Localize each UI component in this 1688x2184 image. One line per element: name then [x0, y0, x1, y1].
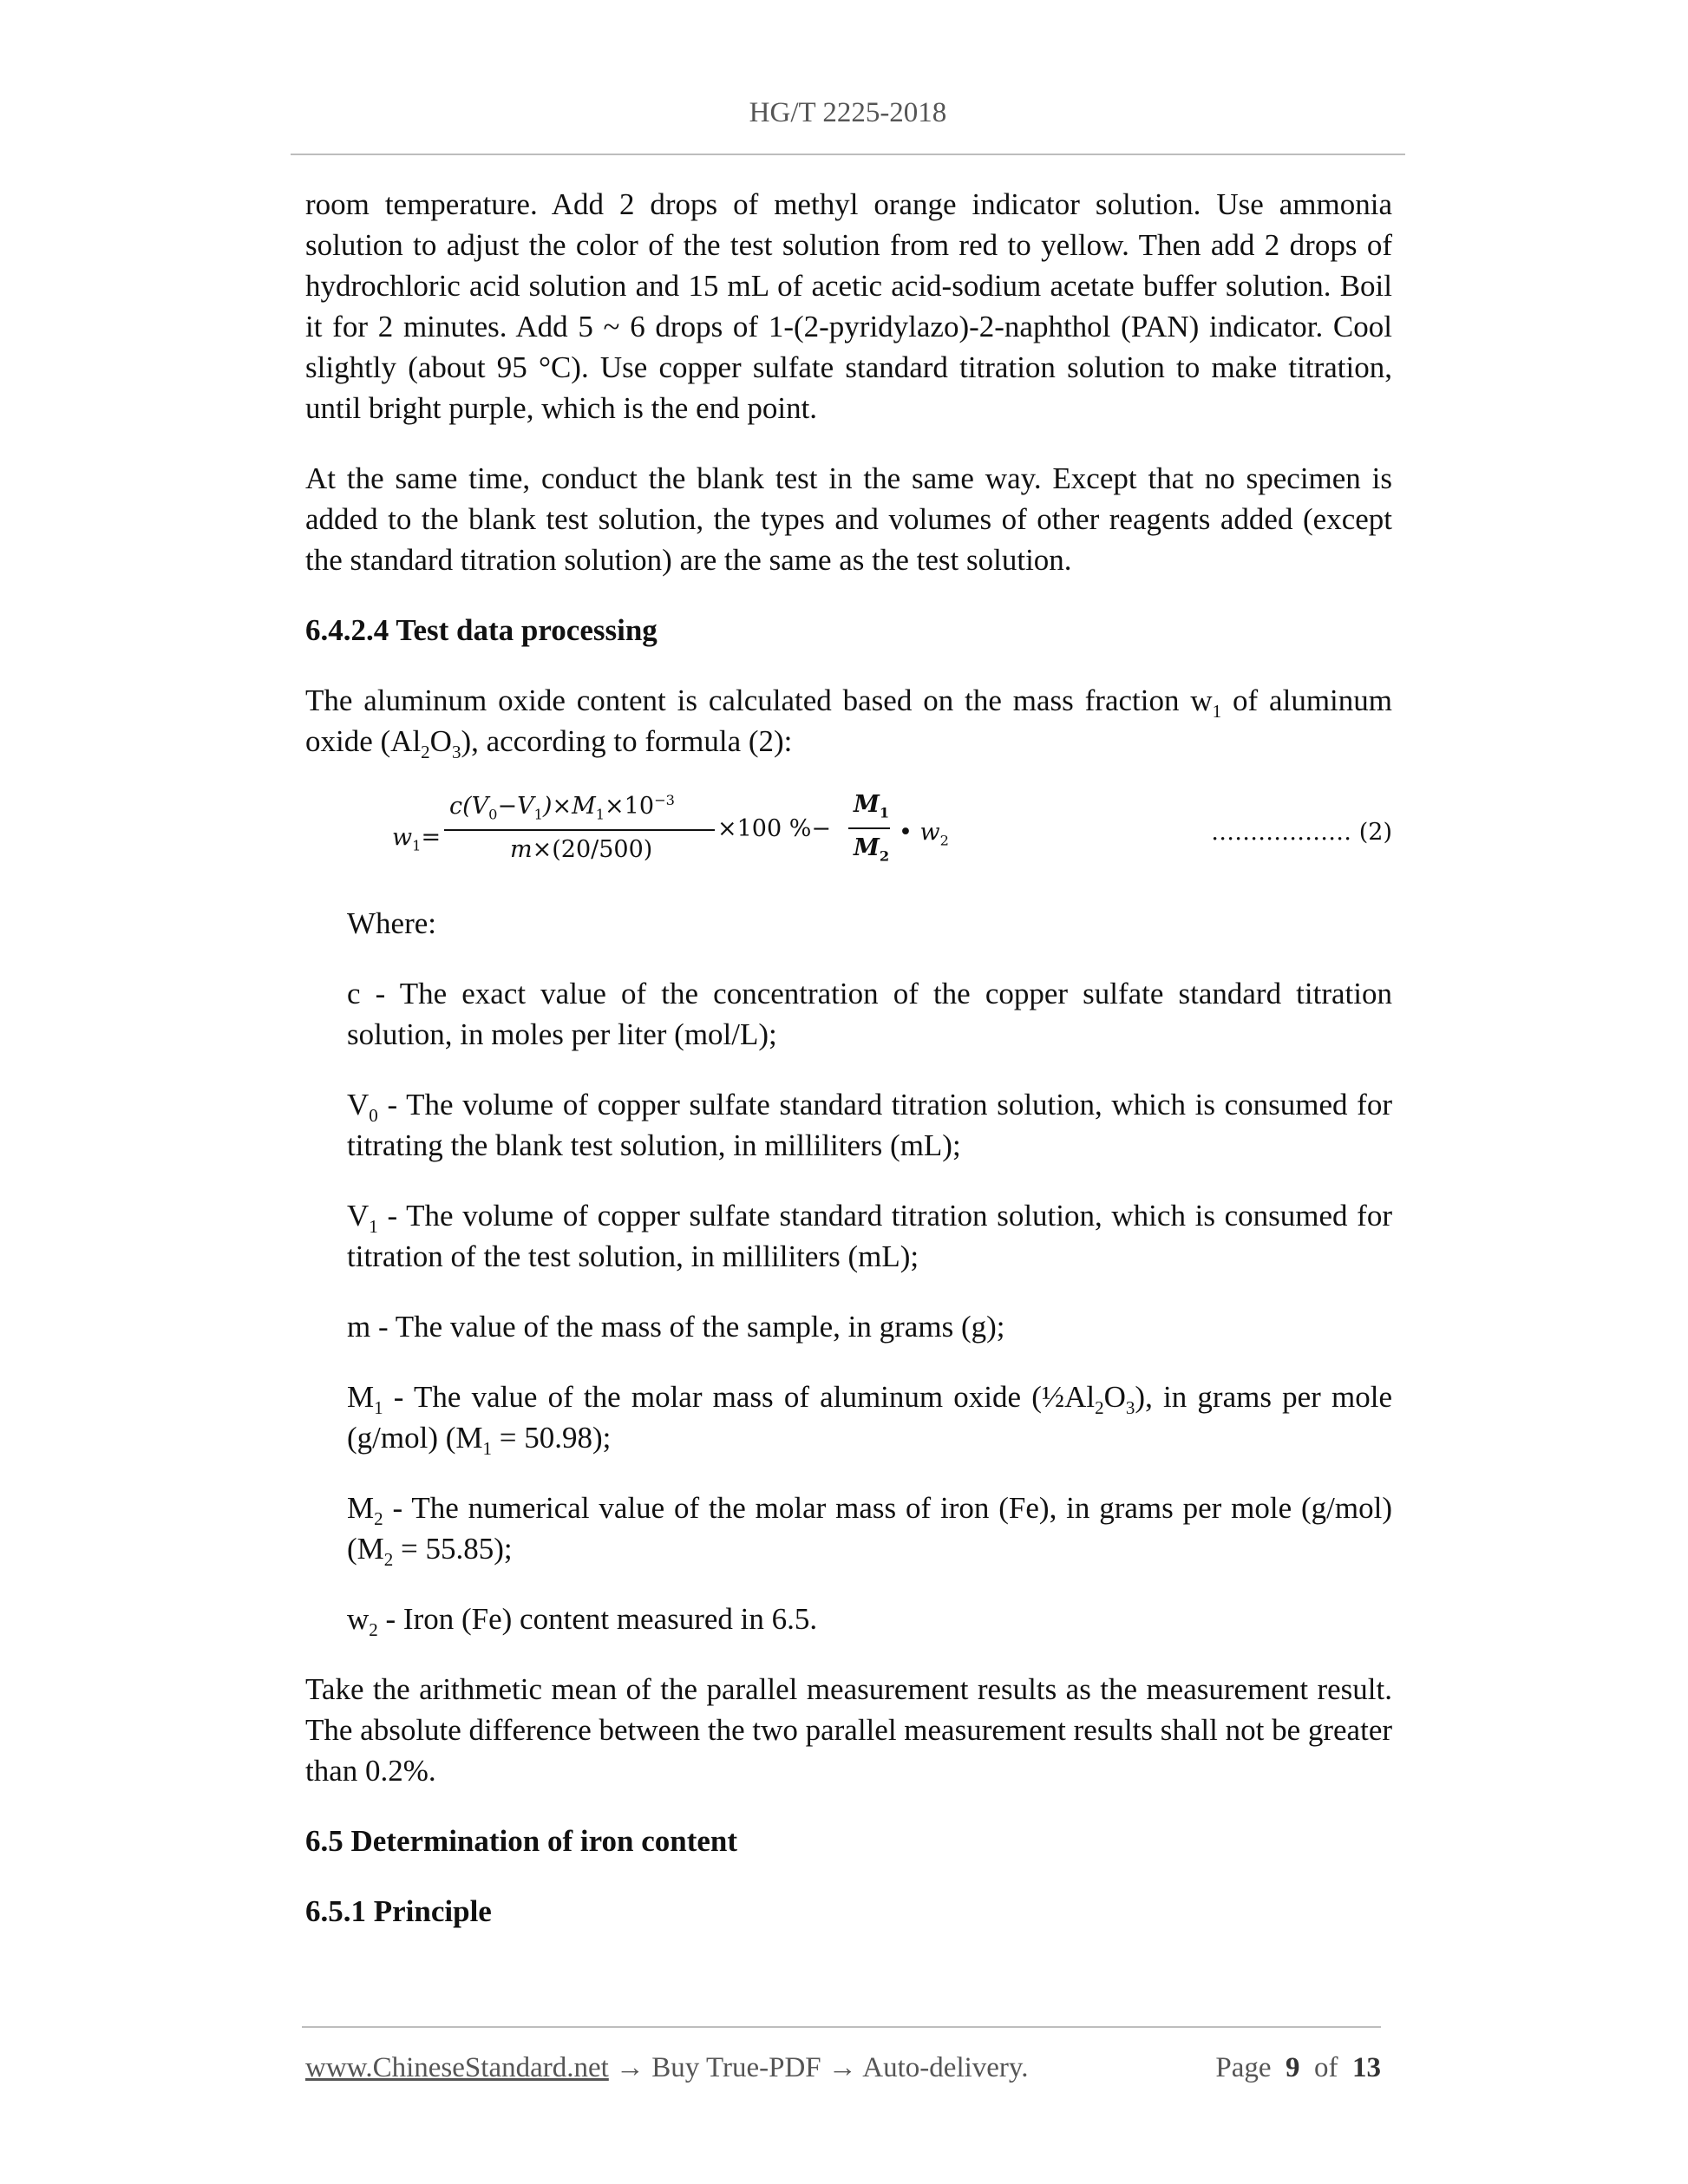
formula-2 — [305, 786, 1392, 877]
page-footer — [305, 2052, 1381, 2084]
formula-number: ……………… (2) — [1211, 819, 1392, 846]
section-heading-6424: 6.4.2.4 Test data processing — [305, 613, 658, 647]
paragraph-mean-result: Take the arithmetic mean of the parallel measurement results as the measurement result. The absolute difference between the two parallel measurement results shall not be greater than 0.2%. — [305, 1672, 1393, 1788]
footer-buy-text: → Buy True-PDF → Auto-delivery. — [608, 2052, 1029, 2083]
page-indicator: Page 9 of 13 — [1215, 2052, 1381, 2083]
definition-v0: $V_0$ - The volume of copper sulfate standard titration solution, which is consumed for titrating the blank test solution, in milliliters (mL); — [347, 1088, 1392, 1162]
footer-divider — [302, 2026, 1381, 2028]
current-page-number: 9 — [1286, 2052, 1300, 2083]
definition-m1: $M_1$ - The value of the molar mass of aluminum oxide $(\frac{1}{2}Al_2O_3)$, in grams per mole (g/mol) $(M_1 = 50.98)$; — [347, 1380, 1392, 1459]
paragraph-formula-intro: The aluminum oxide content is calculated based on the mass fraction $w_1$ of aluminum oxide $(Al_2O_3)$, according to formula (2): — [305, 683, 1392, 762]
formula-times-100: ×100 %− — [717, 815, 832, 842]
header-divider — [291, 154, 1405, 155]
page-content — [305, 184, 1392, 1961]
definition-m2: $M_2$ - The numerical value of the molar mass of iron (Fe), in grams per mole (g/mol) $(M_2 = 55.85)$; — [347, 1491, 1392, 1570]
section-heading-651: 6.5.1 Principle — [305, 1894, 492, 1928]
paragraph-blank-test: At the same time, conduct the blank test in the same way. Except that no specimen is added to the blank test solution, the types and volumes of other reagents added (except the standard titration solution) are the same as the test solution. — [305, 461, 1392, 577]
definition-c: c - The exact value of the concentration of the copper sulfate standard titration solution, in moles per liter (mol/L); — [347, 977, 1392, 1051]
formula-iron-term: • $w_2$ — [899, 819, 949, 849]
fraction2-denominator: $M_2$ — [854, 834, 890, 865]
definition-v1: $V_1$ - The volume of copper sulfate standard titration solution, which is consumed for titration of the test solution, in milliliters (mL); — [347, 1199, 1392, 1273]
formula-denominator: m×(20/500) — [510, 836, 653, 863]
paragraph-procedure: room temperature. Add 2 drops of methyl orange indicator solution. Use ammonia solution to adjust the color of the test solution from red to yellow. Then add 2 drops of hydrochloric acid solution and 15 mL of acetic acid-sodium acetate buffer solution. Boil it for 2 minutes. Add 5 ~ 6 drops of 1-(2-pyridylazo)-2-naphthol (PAN) indicator. Cool slightly (about 95 °C). Use copper sulfate standard titration solution to make titration, until bright purple, which is the end point. — [305, 187, 1392, 425]
website-link[interactable]: www.ChineseStandard.net — [305, 2052, 609, 2083]
formula-lhs: $w_1=$ — [392, 824, 442, 854]
fraction-bar-main — [444, 829, 715, 831]
document-code-header: HG/T 2225-2018 — [749, 97, 947, 128]
where-label: Where: — [347, 906, 436, 940]
fraction-bar-molar — [848, 827, 890, 829]
section-heading-65: 6.5 Determination of iron content — [305, 1824, 738, 1858]
definition-m: m - The value of the mass of the sample, in grams (g); — [347, 1310, 1005, 1344]
fraction2-numerator: $M_1$ — [854, 791, 890, 821]
total-pages-number: 13 — [1352, 2052, 1381, 2083]
formula-numerator: $c(V_0-V_1)\times M_1\times 10^{-3}$ — [449, 792, 675, 823]
definition-w2: $w_2$ - Iron (Fe) content measured in 6.5. — [347, 1602, 818, 1640]
